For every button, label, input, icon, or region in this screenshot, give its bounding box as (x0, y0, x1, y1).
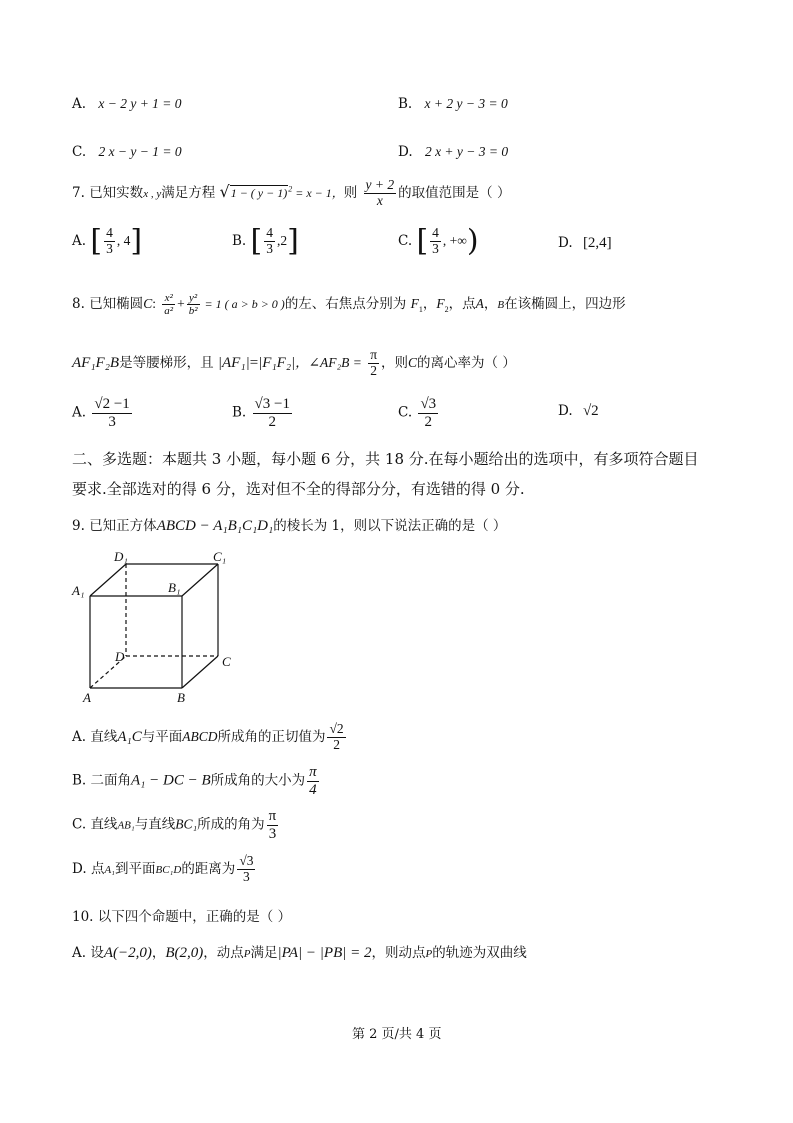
section-heading-line1: 二、多选题：本题共 3 小题，每小题 6 分，共 18 分.在每小题给出的选项中，有多项符合题目 (72, 450, 699, 468)
stem-text: 的左、右焦点分别为 (284, 296, 407, 313)
label-a: A (83, 690, 91, 705)
option-equation: 2 x + y − 3 = 0 (424, 144, 509, 159)
stem-text: 的取值范围是（ ） (398, 184, 511, 201)
stem-math: x , y (143, 187, 162, 200)
edge-b1-c1 (182, 564, 218, 596)
option-math: ,2 (276, 232, 288, 248)
option-math: BC₁D (155, 863, 182, 876)
option-letter: B. (72, 772, 87, 789)
fraction: $\frac{\pi}{3}$ (268, 808, 277, 842)
option-equation: x + 2 y − 3 = 0 (424, 96, 508, 111)
fraction: $\frac{√2 -1}{3}$ (94, 396, 130, 430)
option-text: ， (151, 945, 166, 961)
fraction: $\frac{√3}{3}$ (239, 853, 254, 884)
page-footer: 第 2 页/共 4 页 (352, 1027, 442, 1042)
option-text: 的距离为 (181, 860, 236, 877)
fraction: $\frac{4}{3}$ (106, 225, 113, 256)
option-letter: C. (398, 232, 413, 249)
q9-option-a (72, 722, 348, 753)
q9-stem (72, 519, 506, 534)
option-letter: B. (232, 232, 247, 249)
option-math: P (243, 948, 251, 960)
fraction: $\frac{√3 -1}{2}$ (254, 396, 290, 430)
option-math: [2,4] (582, 235, 612, 251)
option-text: 与直线 (134, 816, 176, 833)
fraction: $\frac{4}{3}$ (432, 225, 439, 256)
option-letter: D. (558, 403, 573, 419)
q6-option-b (398, 97, 508, 112)
stem-math: F₁F₂ (262, 354, 292, 371)
fraction: $\frac{\pi}{4}$ (309, 764, 317, 798)
question-number: 8. (72, 296, 85, 313)
option-letter: C. (72, 816, 87, 833)
section-heading-line2: 要求.全部选对的得 6 分，选对但不全的得部分分，有选错的得 0 分. (72, 480, 525, 498)
q9-option-d (72, 854, 257, 885)
stem-math: ABCD − A₁B₁C₁D₁ (156, 518, 274, 534)
option-letter: A. (72, 728, 87, 745)
q7-option-d (558, 236, 612, 251)
option-equation: x − 2 y + 1 = 0 (98, 96, 182, 111)
stem-text: 的棱长为 1，则以下说法正确的是（ ） (273, 518, 507, 534)
option-math: A₁ (104, 863, 115, 876)
stem-text: 已知实数 (89, 184, 144, 201)
option-letter: A. (72, 945, 87, 961)
radicand: 1 − ( y − 1) (230, 185, 288, 200)
option-text: 的轨迹为双曲线 (432, 945, 527, 961)
stem-math: = 1 ( a > b > 0 ) (201, 297, 285, 312)
label-d1: D₁ (114, 549, 128, 564)
option-math: , +∞ (442, 232, 467, 248)
q7-option-b: B. [ $\frac{4}{3}$ ,2] (232, 223, 299, 259)
q8-stem-line1: 8. 已知椭圆C: $\frac{\text{x²}}{\text{a²}}$ + $\frac{\text{y²}}{\text{b²}}$ = 1 ( a > b > 0 )的左、右焦点分别为 $F_1$，$F_2$，点A，B在该椭圆上，四边形 (72, 292, 626, 318)
option-text: ，动点 (203, 945, 244, 961)
stem-text: 的离心率为（ ） (417, 354, 516, 371)
stem-text: 已知椭圆 (89, 296, 144, 313)
question-number: 9. (72, 518, 85, 534)
option-letter: B. (232, 404, 247, 421)
fraction: $\frac{\text{x²}}{\text{a²}}$ (164, 292, 174, 318)
option-math: A₁C (117, 728, 142, 745)
stem-text: 满足方程 (161, 184, 216, 201)
stem-text: 已知正方体 (89, 518, 157, 534)
option-math: |PA| − |PB| = 2 (277, 945, 372, 961)
option-letter: C. (72, 144, 87, 160)
option-text: 与平面 (141, 728, 183, 745)
question-number: 10. (72, 909, 94, 925)
question-number: 7. (72, 184, 85, 201)
q7-stem: 7. 已知实数x , y满足方程 √1 − ( y − 1)$^2$ = x − 1，则 $\frac{y + 2}{x}$ 的取值范围是（ ） (72, 177, 511, 208)
fraction: $\frac{\text{y²}}{\text{b²}}$ (188, 292, 198, 318)
q8-option-a (72, 396, 134, 430)
stem-text: 则 (343, 184, 358, 201)
stem-math: ，∠AF₂B = (295, 354, 362, 370)
q8-option-d (558, 404, 599, 419)
q9-option-b (72, 764, 321, 798)
option-math: , 4 (116, 232, 131, 248)
stem-math: F (436, 296, 445, 312)
option-math: B(2,0) (165, 945, 204, 961)
option-text: 点 (90, 860, 105, 877)
stem-text: ，则 (381, 354, 409, 371)
option-letter: A. (72, 96, 87, 112)
stem-text: 以下四个命题中，正确的是（ ） (97, 909, 292, 925)
q8-option-c (398, 396, 440, 430)
stem-text: 在该椭圆上，四边形 (504, 296, 626, 313)
option-text: 直线 (90, 728, 118, 745)
q8-stem-line2: AF₁F₂B是等腰梯形，且 |AF₁|=|F₁F₂|，∠AF₂B = $\frac{\pi}{2}$ ，则C的离心率为（ ） (72, 347, 516, 378)
option-math: AB₁ (117, 819, 135, 832)
q9-option-c (72, 808, 280, 842)
fraction: $\frac{\pi}{2}$ (370, 347, 378, 378)
option-letter: B. (398, 96, 413, 112)
option-letter: D. (72, 860, 87, 877)
label-c1: C₁ (213, 549, 227, 564)
option-text: 所成角的大小为 (210, 772, 306, 789)
option-letter: D. (558, 235, 573, 251)
cube-diagram (70, 548, 240, 708)
stem-text: 是等腰梯形，且 (119, 354, 214, 371)
q6-option-a (72, 97, 182, 112)
q8-option-b (232, 396, 294, 430)
stem-math: C (408, 354, 418, 370)
option-math: ABCD (182, 728, 218, 744)
stem-math: AF₁F₂B (72, 354, 120, 371)
option-letter: D. (398, 144, 413, 160)
stem-math: B (497, 299, 505, 312)
stem-text: ，点 (448, 296, 476, 313)
option-text: 所成角的正切值为 (217, 728, 326, 745)
edge-a1-d1 (90, 564, 126, 596)
option-text: 满足 (250, 945, 278, 961)
fraction: $\frac{√2}{2}$ (329, 721, 344, 752)
q7-option-c: C. [ $\frac{4}{3}$ , +∞) (398, 223, 479, 259)
option-text: ，则动点 (371, 945, 426, 961)
option-text: 设 (90, 945, 104, 961)
stem-math: F (410, 296, 419, 312)
stem-math: A (475, 296, 484, 312)
option-math: P (425, 948, 433, 960)
option-math: BC₁ (175, 816, 198, 832)
stem-math: C (143, 296, 153, 312)
option-math: A₁ − DC − B (131, 772, 211, 789)
q6-option-d (398, 145, 508, 160)
stem-math: AF₁ (222, 354, 246, 371)
q6-option-c (72, 145, 182, 160)
edge-b-c (182, 656, 218, 688)
q7-option-a: A. [ $\frac{4}{3}$ , 4] (72, 223, 143, 259)
label-b1: B₁ (168, 580, 181, 595)
option-letter: A. (72, 404, 87, 421)
fraction: $\frac{√3}{2}$ (420, 396, 437, 430)
option-text: 二面角 (90, 772, 132, 789)
fraction: $\frac{y + 2}{x}$ (365, 177, 395, 208)
label-c: C (222, 654, 231, 669)
label-a1: A₁ (72, 583, 85, 598)
option-math: A(−2,0) (103, 945, 152, 961)
option-letter: A. (72, 232, 87, 249)
option-text: 到平面 (114, 860, 156, 877)
stem-math: = x − 1， (292, 185, 344, 200)
option-letter: C. (398, 404, 413, 421)
option-text: 直线 (90, 816, 118, 833)
q10-option-a (72, 946, 527, 961)
label-d: D (115, 649, 125, 664)
exponent: 2 (288, 184, 293, 194)
q10-stem (72, 911, 291, 925)
option-text: 所成的角为 (197, 816, 265, 833)
label-b: B (177, 690, 185, 705)
fraction: $\frac{4}{3}$ (266, 225, 273, 256)
option-math: √2 (582, 403, 599, 419)
option-equation: 2 x − y − 1 = 0 (98, 144, 182, 159)
